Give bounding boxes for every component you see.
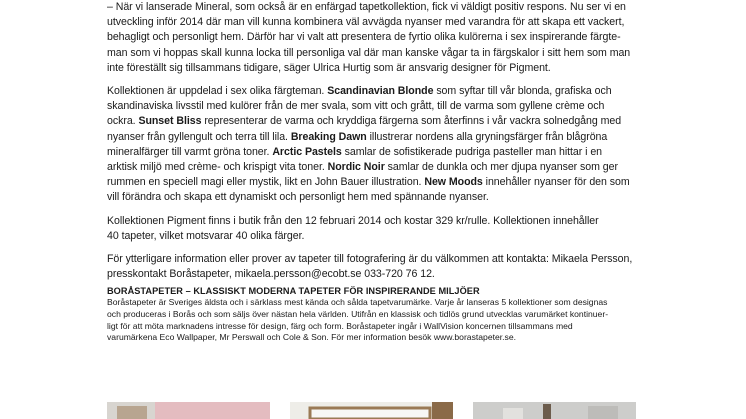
paragraph-gap — [107, 206, 672, 214]
text-run: 40 tapeter, vilket motsvarar 40 olika färger. — [107, 229, 305, 242]
text-run: rummen en speciell magi eller mystik, likt en John Bauer illustration. — [107, 176, 425, 189]
paragraph-line — [107, 61, 672, 76]
text-run: vill förändra och skapa ett dynamiskt och personligt hem med spännande nyanser. — [107, 191, 489, 204]
paragraph-line — [107, 99, 672, 114]
text-run: mineralfärger till varmt gröna toner. — [107, 145, 273, 158]
paragraph-line — [107, 30, 672, 45]
text-run: man som vi hoppas skall kunna locka till personliga val där man kanske vågar ta in färgskalor i sitt hem som man — [107, 46, 631, 59]
theme-name: Sunset Bliss — [138, 115, 202, 128]
text-run: samlar de dunkla och mer djupa nyanser som ger — [384, 161, 618, 174]
paragraph-line — [107, 175, 672, 190]
text-run: – När vi lanserade Mineral, som också är en enfärgad tapetkollektion, fick vi väldigt positiv respons. Nu ser vi en — [107, 1, 626, 13]
theme-name: New Moods — [424, 176, 483, 189]
theme-name: Breaking Dawn — [290, 130, 367, 143]
paragraph-line — [107, 46, 672, 61]
paragraph-line — [107, 130, 672, 145]
photo-framed-picture — [290, 402, 453, 419]
theme-name: Arctic Pastels — [272, 145, 342, 158]
text-run: inte föreställt sig tillsammans tidigare, säger Ulrica Hurtig som är ansvarig designer för Pigment. — [107, 61, 551, 74]
about-line: och produceras i Borås och som säljs över nästan hela världen. Utifrån en klassisk och tidlös grund utvecklas varumärket kontinuer- — [107, 309, 609, 320]
text-run: nyanser från gyllengult och terra till lila. — [107, 130, 291, 143]
paragraph-line — [107, 190, 672, 205]
text-run: Kollektionen Pigment finns i butik från den 12 februari 2014 och kostar 329 kr/rulle. Kollektionen innehåller — [107, 214, 599, 227]
paragraph-line — [107, 114, 672, 129]
about-line: ligt för att möta marknadens intresse för design, färg och form. Boråstapeter ingår i WallVision koncernen tillsammans med — [107, 320, 573, 331]
body-text — [107, 0, 672, 282]
photo-strip — [107, 402, 672, 419]
text-run: presskontakt Boråstapeter, mikaela.persson@ecobt.se 033-720 76 12. — [107, 268, 435, 281]
paragraph-line — [107, 84, 672, 99]
press-release — [107, 0, 672, 344]
about-text — [107, 297, 672, 343]
photo-interior-gray — [473, 402, 636, 419]
paragraph-line — [107, 145, 672, 160]
text-run: För ytterligare information eller prover av tapeter till fotografering är du välkommen att kontakta: Mikaela Persson, — [107, 253, 633, 266]
text-run: samlar de sofistikerade pudriga pasteller man hittar i en — [341, 145, 603, 158]
paragraph-gap — [107, 76, 672, 84]
text-run: representerar de varma och kryddiga färgerna som återfinns i vår vackra solnedgång med — [201, 115, 622, 128]
photo-pink-wall-portrait — [107, 402, 270, 419]
about-line: Boråstapeter är Sveriges äldsta och i särklass mest kända och sålda tapetvarumärke. Varje år lanseras 5 kollektioner som designas — [107, 297, 608, 308]
theme-name: Scandinavian Blonde — [327, 85, 434, 98]
text-run: arktisk miljö med crème- och krispigt vita toner. — [107, 161, 328, 174]
text-run: utveckling inför 2014 där man vill kunna kombinera väl avvägda nyanser med varandra för att skapa ett vackert, — [107, 16, 625, 29]
text-run: illustrerar nordens alla gryningsfärger från blågröna — [366, 130, 608, 143]
about-title: BORÅSTAPETER – KLASSISKT MODERNA TAPETER FÖR INSPIRERANDE MILJÖER — [107, 286, 480, 297]
paragraph-line — [107, 15, 672, 30]
paragraph-line — [107, 252, 672, 267]
paragraph-line — [107, 214, 672, 229]
text-run: som syftar till vår blonda, grafiska och — [433, 85, 612, 98]
text-run: behagligt och personligt hem. Därför har vi valt att presentera de fyrtio olika kulörerna i sex inspirerande färgte- — [107, 31, 621, 44]
paragraph-line — [107, 229, 672, 244]
text-run: skandinaviska livsstil med kulörer från de mer svala, som vitt och grått, till de varma som gyllene crème och — [107, 100, 605, 113]
text-run: Kollektionen är uppdelad i sex olika färgteman. — [107, 85, 328, 98]
paragraph-line — [107, 0, 672, 15]
text-run: innehåller nyanser för den som — [482, 176, 630, 189]
about-line: varumärkena Eco Wallpaper, Mr Perswall och Cole & Son. För mer information besök www.borastapeter.se. — [107, 332, 517, 343]
paragraph-gap — [107, 244, 672, 252]
text-run: ockra. — [107, 115, 139, 128]
theme-name: Nordic Noir — [327, 161, 385, 174]
paragraph-line — [107, 160, 672, 175]
paragraph-line — [107, 267, 672, 282]
